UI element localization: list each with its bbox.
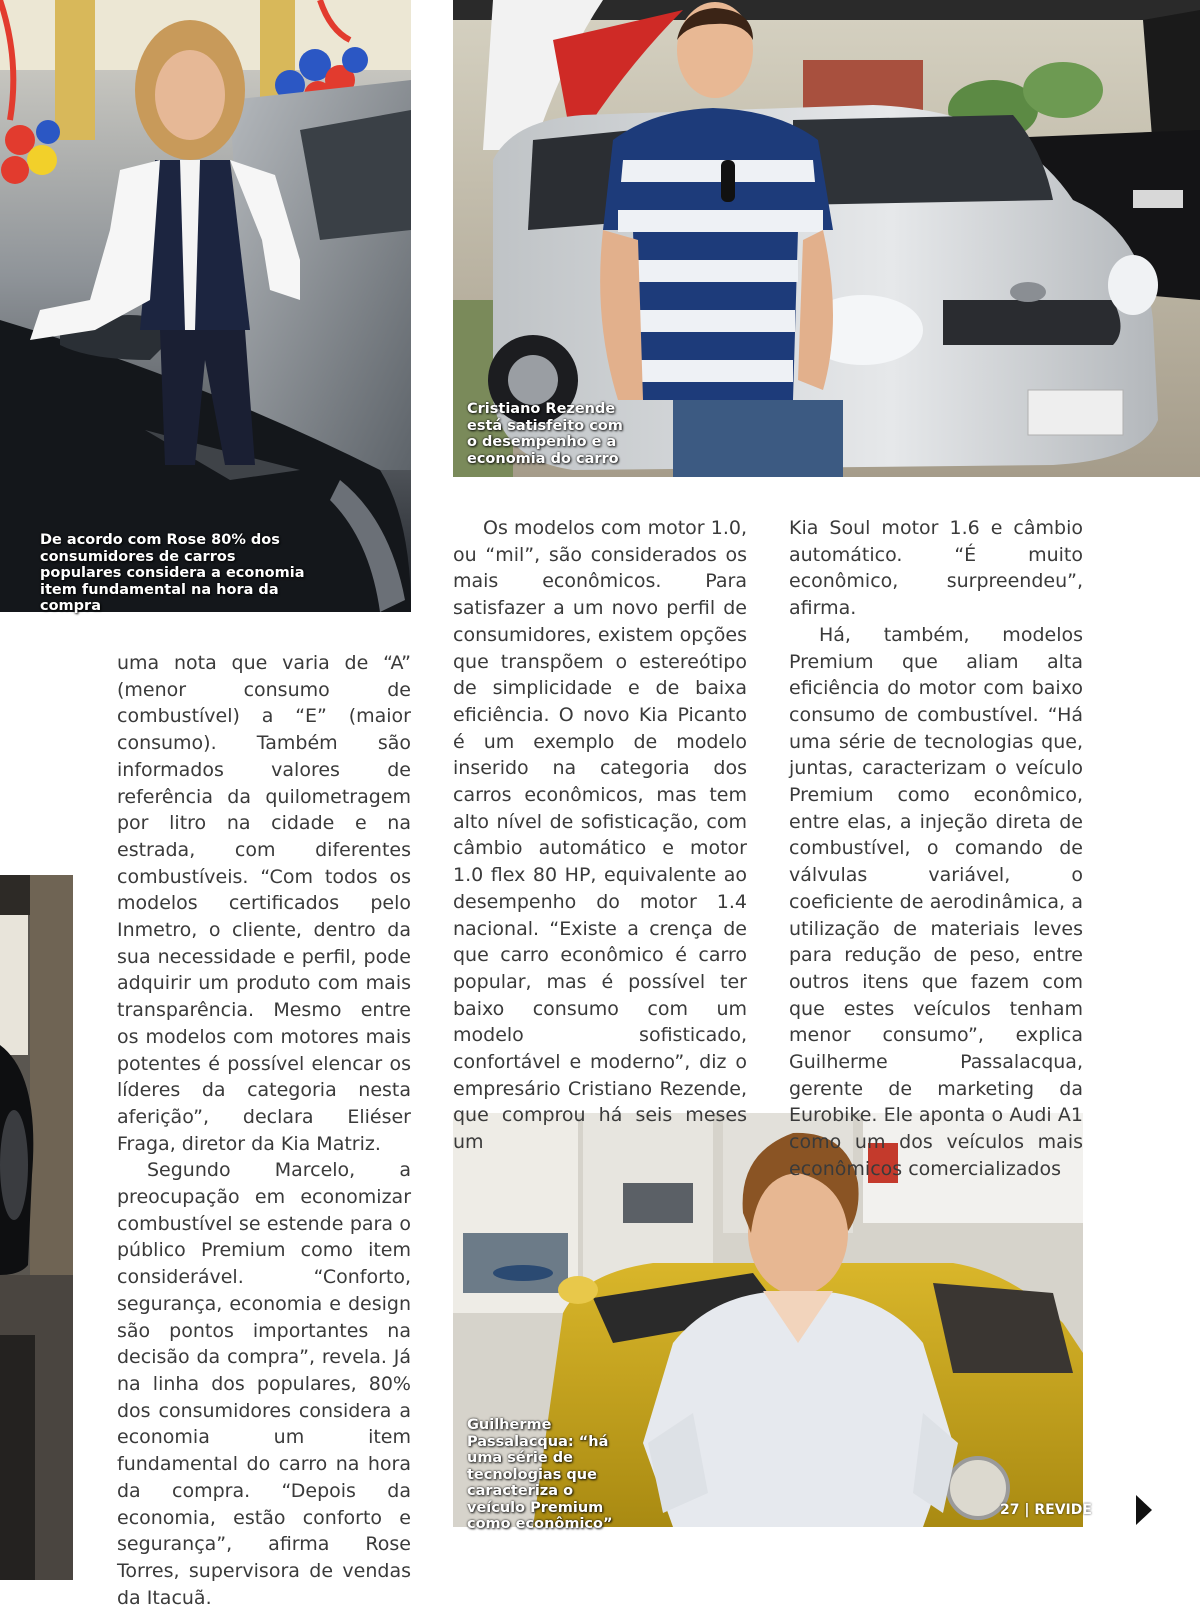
page-number: 27 <box>1000 1502 1020 1518</box>
triangle-right-icon <box>1134 1493 1154 1527</box>
article-column-3 <box>789 515 1083 1183</box>
photo-rose <box>0 0 411 612</box>
caption-guilherme: Guilherme Passalacqua: “há uma série de tecnologias que caracteriza o veículo Premium como econômico” <box>467 1417 613 1532</box>
magazine-name: REVIDE <box>1034 1502 1092 1518</box>
col3-paragraph-1: Kia Soul motor 1.6 e câmbio automático. “É muito econômico, surpreendeu”, afirma. <box>789 517 1083 620</box>
photo-rose-image <box>0 0 411 612</box>
article-column-2 <box>453 515 747 1156</box>
col3-paragraph-2: Há, também, modelos Premium que aliam alta eficiência do motor com baixo consumo de combustível. “Há uma série de tecnologias que, juntas, caracterizam o veículo Premium como econômico, entre elas, a injeção direta de combustível, o comando de válvulas variável, o coeficiente de aerodinâmica, a utilização de materiais leves para redução de peso, entre outros itens que fazem com que estes veículos tenham menor consumo”, explica Guilherme Passalacqua, gerente de marketing da Eurobike. Ele aponta o Audi A1 como um dos veículos mais econômicos comercializados <box>789 623 1083 1180</box>
col2-paragraph-1: Os modelos com motor 1.0, ou “mil”, são considerados os mais econômicos. Para satisfazer a um novo perfil de consumidores, existem opções que transpõem o estereótipo de simplicidade e de baixa eficiência. O novo Kia Picanto é um exemplo de modelo inserido na categoria dos carros econômicos, mas tem alto nível de sofisticação, com câmbio automático e motor 1.0 flex 80 HP, equivalente ao desempenho do motor 1.4 nacional. “Existe a crença de que carro econômico é carro popular, mas é possível ter baixo consumo com um modelo sofisticado, confortável e moderno”, diz o empresário Cristiano Rezende, que comprou há seis meses um <box>453 517 747 1154</box>
col1-paragraph-1: uma nota que varia de “A” (menor consumo de combustível) a “E” (maior consumo). Também são informados valores de referência da quilometragem por litro na cidade e na estrada, com diferentes combustíveis. “Com todos os modelos certificados pelo Inmetro, o cliente, dentro da sua necessidade e perfil, pode adquirir um produto com mais transparência. Mesmo entre os modelos com motores mais potentes é possível elencar os líderes da categoria nesta aferição”, declara Eliéser Fraga, diretor da Kia Matriz. <box>117 652 411 1155</box>
page-folio <box>1000 1502 1092 1518</box>
photo-showroom-strip <box>0 875 73 1580</box>
col1-paragraph-2: Segundo Marcelo, a preocupação em economizar combustível se estende para o público Premium como item considerável. “Conforto, segurança, economia e design são pontos importantes na decisão da compra”, revela. Já na linha dos populares, 80% dos consumidores considera a economia um item fundamental do carro na hora da compra. “Depois da economia, estão conforto e segurança”, afirma Rose Torres, supervisora de vendas da Itacuã. <box>117 1159 411 1609</box>
photo-showroom-strip-image <box>0 875 73 1580</box>
folio-separator: | <box>1024 1502 1030 1518</box>
caption-rose: De acordo com Rose 80% dos consumidores de carros populares considera a economia item fundamental na hora da compra <box>40 532 305 614</box>
next-page-button[interactable] <box>1134 1493 1154 1527</box>
caption-cristiano: Cristiano Rezende está satisfeito com o desempenho e a economia do carro <box>467 401 623 467</box>
article-column-1 <box>117 650 411 1611</box>
